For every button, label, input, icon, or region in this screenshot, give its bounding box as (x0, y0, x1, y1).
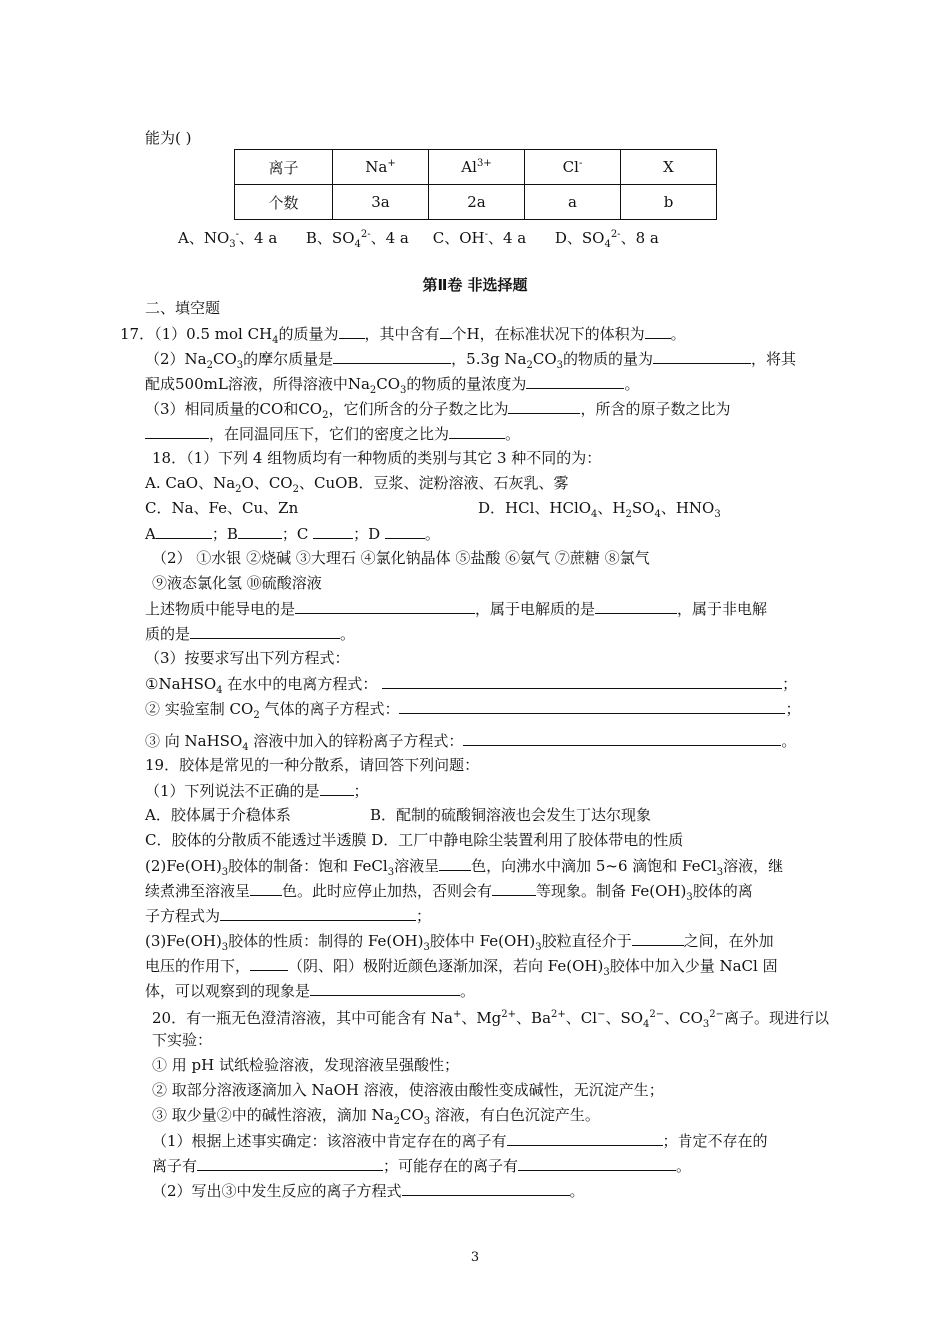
section-title: 第Ⅱ卷 非选择题 (422, 276, 528, 294)
table-cell: 3a (333, 185, 429, 220)
q18-line12: ③ 向 NaHSO$_4$ 溶液中加入的锌粉离子方程式： 。 (145, 732, 797, 753)
q17-line4: （3）相同质量的CO和$CO_2$，它们所含的分子数之比为 ，所含的原子数之比为 (145, 400, 731, 421)
q20-line3: ① 用 pH 试纸检验溶液，发现溶液呈强酸性； (152, 1056, 459, 1074)
q18-line11: ② 实验室制 $CO_2$ 气体的离子方程式： ； (145, 700, 801, 721)
table-cell: 2a (429, 185, 525, 220)
q20-line5: ③ 取少量②中的碱性溶液，滴加 $Na_2CO_3$ 溶液，有白色沉淀产生。 (152, 1106, 600, 1127)
q19-line7: 子方程式为 ； (145, 907, 432, 925)
table-cell: Cl- (525, 150, 621, 185)
q19-line1: 19．胶体是常见的一种分散系，请回答下列问题： (145, 756, 480, 774)
q20-line8: （2）写出③中发生反应的离子方程式 。 (152, 1182, 585, 1200)
q18-line4: A ；B ；C ；D 。 (145, 525, 440, 543)
q19-line2: （1）下列说法不正确的是 ； (145, 782, 369, 800)
q19-line8: $(3)Fe(OH)_3$胶体的性质：制得的 $Fe(OH)_3$胶体中 $Fe(OH)_3$胶粒直径介于 之间，在外加 (145, 932, 774, 953)
q18-line1: 18．（1）下列 4 组物质均有一种物质的类别与其它 3 种不同的为： (152, 449, 602, 467)
table-row (235, 150, 717, 185)
q19-line9: 电压的作用下， （阴、阳）极附近颜色逐渐加深，若向 $Fe(OH)_3$胶体中加入少量 NaCl 固 (145, 957, 778, 978)
table-cell: b (621, 185, 717, 220)
q20-line7: 离子有 ；可能存在的离子有 。 (152, 1157, 692, 1175)
q19-line3: A．胶体属于介稳体系 (145, 806, 291, 824)
q20-line4: ② 取部分溶液逐滴加入 NaOH 溶液，使溶液由酸性变成碱性，无沉淀产生； (152, 1081, 664, 1099)
q19-line3b: B．配制的硫酸铜溶液也会发生丁达尔现象 (370, 806, 652, 824)
q19-line10: 体，可以观察到的现象是 。 (145, 982, 476, 1000)
table-cell: Na+ (333, 150, 429, 185)
q17-line1: 17．（1）0.5 mol $CH_4$的质量为 ，其中含有 个H，在标准状况下的体积为 。 (120, 325, 686, 346)
table-cell: a (525, 185, 621, 220)
q18-line6: ⑨液态氯化氢 ⑩硫酸溶液 (152, 574, 322, 592)
table-cell: $Al^{3+}$ (429, 150, 525, 185)
section-subtitle: 二、填空题 (145, 299, 221, 317)
q17-line5: ，在同温同压下，它们的密度之比为 。 (145, 423, 520, 444)
q18-line7: 上述物质中能导电的是 ，属于电解质的是 ，属于非电解 (145, 600, 768, 618)
q18-line3: C．Na、Fe、Cu、Zn (145, 499, 299, 517)
q16-options: A、$NO_3^-$、4 a B、$SO_4^{2-}$、4 a C、OH-、4 a D、$SO_4^{2-}$、8 a (178, 229, 659, 250)
table-row (235, 185, 717, 220)
q18-line3b: D．HCl、HClO$_4$、$H_2SO_4$、$HNO_3$ (478, 499, 721, 520)
q19-line4: C．胶体的分散质不能透过半透膜 D．工厂中静电除尘装置利用了胶体带电的性质 (145, 831, 684, 849)
q18-line2: A. CaO、$Na_2O$、$CO_2$、CuOB．豆浆、淀粉溶液、石灰乳、雾 (145, 474, 569, 495)
q20-line6: （1）根据上述事实确定：该溶液中肯定存在的离子有 ；肯定不存在的 (152, 1132, 768, 1150)
q19-line5: $(2)Fe(OH)_3$胶体的制备：饱和 FeCl$_3$溶液呈 色，向沸水中滴加 5~6 滴饱和 FeCl$_3$溶液，继 (145, 857, 784, 878)
q18-line9: （3）按要求写出下列方程式： (145, 649, 350, 667)
intro-line: 能为( ) (145, 129, 192, 147)
q20-line2: 下实验： (152, 1031, 213, 1049)
table-cell: X (621, 150, 717, 185)
ion-table (234, 149, 717, 220)
table-cell: 个数 (235, 185, 333, 220)
q18-line8: 质的是 。 (145, 625, 356, 643)
page-number: 3 (470, 1250, 480, 1265)
table-cell: 离子 (235, 150, 333, 185)
q19-line6: 续煮沸至溶液呈 色。此时应停止加热，否则会有 等现象。制备 $Fe(OH)_3$胶体的离 (145, 882, 753, 903)
q17-line3: 配成500mL溶液，所得溶液中$Na_2CO_3$的物质的量浓度为 。 (145, 375, 640, 396)
q20-line1: 20．有一瓶无色澄清溶液，其中可能含有 Na+、$Mg^{2+}$、$Ba^{2+}$、Cl−、$SO_4^{2-}$、$CO_3^{2-}$离子。现进行以 (152, 1009, 830, 1030)
q18-line5: （2） ①水银 ②烧碱 ③大理石 ④氯化钠晶体 ⑤盐酸 ⑥氨气 ⑦蔗糖 ⑧氯气 (152, 549, 650, 567)
q17-line2: $(2)Na_2CO_3$的摩尔质量是 ，5.3g $Na_2CO_3$的物质的量为 ，将其 (145, 350, 797, 371)
q18-line10: ①NaHSO$_4$ 在水中的电离方程式： ； (145, 675, 798, 696)
